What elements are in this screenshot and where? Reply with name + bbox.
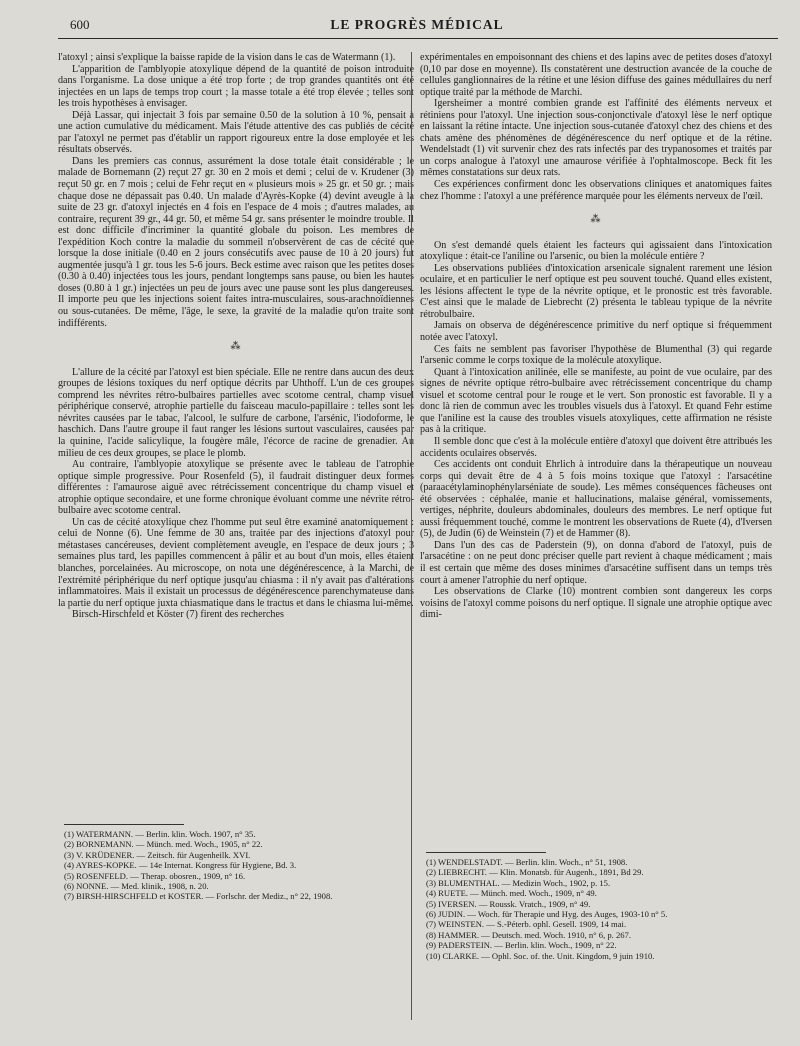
footnote-rule (64, 824, 184, 825)
paragraph: Au contraire, l'amblyopie atoxylique se présente avec le tableau de l'atrophie optique simple progressive. Pour Rosenfeld (5), il faudrait distinguer deux formes différentes : l'amaurose aiguë avec rétrécissement concentrique du champ visuel et atrophie optique secondaire, et une forme chronique évoluant comme une névrite rétro-bulbaire avec scotome central. (58, 459, 414, 517)
footnote: (7) WEINSTEN. — S.-Péterb. ophl. Gesell. 1909, 14 mai. (426, 919, 627, 930)
footnote-rule (426, 852, 546, 853)
paragraph: Dans les premiers cas connus, assurément la dose totale était considérable ; le malade de Bornemann (2) reçut 27 gr. 30 en 2 mois et demi ; celui de v. Krudener (3) reçut 50 gr. en 7 mois ; celui de Fehr reçut en « plusieurs mois » 25 gr. et 50 gr. ; mais chaque dose ne dépassait pas 0.40. Un malade d'Ayrès-Kopke (4) devint aveugle à la suite de 23 gr. d'atoxyl injectés en 4 fois en l'espace de 4 mois ; d'autres malades, au contraire, reçurent 39 gr., 44 gr. 50, et même 54 gr. sans présenter le moindre trouble. Il est donc difficile d'incriminer la quantité globale du poison. Les membres de l'expédition Koch contre la maladie du sommeil n'observèrent de cas de cécité que lorsque la dose initiale (0.40 en 2 jours consécutifs avec pause de 10 à 20 jours) fut augmentée jusqu'à 1 gr. tous les 5-6 jours. Beck estime avec raison que les petites doses (0.30 à 0.40) injectées tous les jours, pendant longtemps sans pause, ou bien les hautes doses (0.80 à 1 gr.) injectées un peu de jours avec une pause sont les plus dangereuses. Il importe peu que les injections soient faites intra-musculaires, sous-arachnoïdiennes ou sous-cutanées. De même, l'âge, le sexe, la gravité de la maladie qu'on traite sont indifférents. (58, 155, 414, 329)
paragraph: On s'est demandé quels étaient les facteurs qui agissaient dans l'intoxication atoxylique : était-ce l'aniline ou l'arsenic, ou bien la molécule entière ? (420, 239, 772, 263)
footnote: (6) NONNE. — Med. klinik., 1908, n. 20. (64, 881, 209, 892)
footnote: (2) LIEBRECHT. — Klin. Monatsb. für Augenh., 1891, Bd 29. (426, 867, 644, 878)
footnote: (2) BORNEMANN. — Münch. med. Woch., 1905, n° 22. (64, 839, 263, 850)
footnote: (4) RUETE. — Münch. med. Woch., 1909, n° 49. (426, 888, 597, 899)
footnote: (3) V. KRÜDENER. — Zeitsch. für Augenheilk. XVI. (64, 849, 251, 860)
paragraph: Ces faits ne semblent pas favoriser l'hypothèse de Blumenthal (3) qui regarde l'arsenic comme le corps toxique de la molécule atoxylique. (420, 343, 772, 367)
footnotes-left (64, 824, 410, 902)
footnote: (4) AYRES-KOPKE. — 14e Internat. Kongress für Hygiene, Bd. 3. (64, 860, 297, 871)
paragraph: Birsch-Hirschfeld et Köster (7) firent des recherches (72, 609, 284, 621)
page-header (56, 14, 778, 36)
column-divider (411, 52, 412, 1020)
left-column (58, 52, 414, 621)
footnote: (6) JUDIN. — Woch. für Therapie und Hyg. des Auges, 1903-10 n° 5. (426, 909, 668, 920)
footnote: (8) HAMMER. — Deutsch. med. Woch. 1910, n° 6, p. 267. (426, 929, 631, 940)
paragraph: L'allure de la cécité par l'atoxyl est bien spéciale. Elle ne rentre dans aucun des deux groupes de lésions toxiques du nerf optique décrits par Uhthoff. L'un de ces groupes comprend les névrites rétro-bulbaires partielles avec scotome central, champ visuel périphérique conservé, atrophie partielle du faisceau maculo-papillaire : telles sont les névrites causées par le tabac, l'alcool, le sulfure de carbone, l'arsénic, l'iodoforme, le haschich. Dans l'autre groupe il faut ranger les lésions surtout vasculaires, causées par la quinine, l'acide salicylique, la fougère mâle, l'écorce de racine de grenadier. Au milieu de ces deux groupes, se place le plomb. (58, 366, 414, 459)
section-separator: ⁂ (230, 341, 242, 353)
footnote: (5) ROSENFELD. — Therap. obosren., 1909, n° 16. (64, 870, 246, 881)
paragraph: Quant à l'intoxication anilinée, elle se manifeste, au point de vue oculaire, par des signes de névrite optique rétro-bulbaire avec rétrécissement concentrique du champ visuel et scotome central pour le rouge et le vert. Son pronostic est favorable. Il y a donc là rien de commun avec les troubles visuels dus à l'atoxyl. Et quand Fehr estime que l'aniline est la cause des troubles visuels atoxyliques, cette affirmation ne résiste pas à la critique. (420, 366, 772, 436)
paragraph: Ces expériences confirment donc les observations cliniques et anatomiques faites chez l'homme : l'atoxyl a une préférence marquée pour les éléments nerveux de l'œil. (420, 179, 772, 202)
paragraph: Dans l'un des cas de Paderstein (9), on donna d'abord de l'atoxyl, puis de l'arsacétine : on ne peut donc préciser quelle part revient à chaque médicament ; mais il est certain que même des doses minimes d'arsacétine suffisent dans un temps très court à amener l'atrophie du nerf optique. (420, 539, 772, 586)
page-number: 600 (70, 17, 90, 32)
footnote: (7) BIRSH-HIRSCHFELD et KOSTER. — Forlschr. der Mediz., n° 22, 1908. (64, 891, 333, 902)
footnote: (3) BLUMENTHAL. — Medizin Woch., 1902, p. 15. (426, 877, 611, 888)
paragraph: Les observations de Clarke (10) montrent combien sont dangereux les corps voisins de l'atoxyl comme poisons du nerf optique. Il signale une atrophie optique avec dimi- (420, 586, 772, 621)
footnote: (9) PADERSTEIN. — Berlin. klin. Woch., 1909, n° 22. (426, 940, 617, 951)
footnote: (1) WENDELSTADT. — Berlin. klin. Woch., n° 51, 1908. (426, 857, 628, 867)
header-rule (58, 38, 778, 39)
paragraph: L'apparition de l'amblyopie atoxylique dépend de la quantité de poison introduite dans l'organisme. La dose unique a été trop forte ; de trop grandes quantités ont été injectées en un laps de temps trop court ; la masse totale a été trop élevée ; telles sont les trois hypothèses à envisager. (58, 63, 414, 110)
paragraph: Igersheimer a montré combien grande est l'affinité des éléments nerveux et rétiniens pour l'atoxyl. Une injection sous-conjonctivale d'atoxyl lèse le nerf optique en laissant la rétine intacte. Une injection sous-cutanée d'atoxyl chez des chiens et des chats amène des phénomènes de dégénérescence du nerf optique et de la rétine. Wendelstadt (1) vit survenir chez des rats infectés par des trypanosomes et traités par un corps analogue à l'atoxyl une amaurose vérifiée à l'ophtalmoscope. Beck fit les mêmes constatations sur deux rats. (420, 98, 772, 179)
paragraph: Déjà Lassar, qui injectait 3 fois par semaine 0.50 de la solution à 10 %, pensait à une action cumulative du médicament. Mais l'étude attentive des cas publiés de cécité par l'atoxyl ne permet pas d'établir un rapport rigoureux entre la dose employée et les résultats observés. (58, 109, 414, 156)
section-separator: ⁂ (590, 214, 602, 226)
paragraph: l'atoxyl ; ainsi s'explique la baisse rapide de la vision dans le cas de Watermann (1). (58, 52, 396, 63)
paragraph: Les observations publiées d'intoxication arsenicale signalent rarement une lésion oculaire, et en particulier le nerf optique est peu souvent touché. Quand elles existent, les lésions affectent le type de la névrite optique, et le pronostic est très favorable. C'est ainsi que le malade de Liebrecht (2) présenta le tableau typique de la névrite rétrobulbaire. (420, 262, 772, 320)
footnote: (5) IVERSEN. — Roussk. Vratch., 1909, n° 49. (426, 898, 591, 909)
footnotes-right (426, 852, 770, 961)
paragraph: Un cas de cécité atoxylique chez l'homme put seul être examiné anatomiquement : celui de Nonne (6). Une femme de 30 ans, traitée par des injections d'atoxyl pour métastases cancéreuses, devient complètement aveugle, en l'espace de deux jours ; 3 semaines plus tard, les papilles commencent à pâlir et au bout d'un mois, elles étaient blanches, porcelainées. Au microscope, on nota une dégénérescence, à la Marchi, de l'extrémité périphérique du nerf optique jusqu'au chiasma : il n'y avait pas d'altérations inflammatoires. Mais il existait un processus de dégénérescence parenchymateuse dans la partie du nerf optique juxta chiasmatique dans le tractus et dans le chiasma lui-même. (58, 516, 414, 609)
paragraph: Il semble donc que c'est à la molécule entière d'atoxyl que doivent être attribués les accidents oculaires observés. (420, 435, 772, 459)
right-column (420, 52, 772, 621)
footnote: (1) WATERMANN. — Berlin. klin. Woch. 1907, n° 35. (64, 829, 256, 839)
journal-title: LE PROGRÈS MÉDICAL (330, 17, 504, 32)
paragraph: Jamais on observa de dégénérescence primitive du nerf optique si fréquemment notée avec l'atoxyl. (420, 320, 772, 344)
paragraph: expérimentales en empoisonnant des chiens et des lapins avec de petites doses d'atoxyl (0,10 par dose en moyenne). Ils constatèrent une destruction avancée de la couche de cellules ganglionnaires de la rétine et une lésion diffuse des gaines médullaires du nerf optique traité par la méthode de Marchi. (420, 52, 772, 98)
paragraph: Ces accidents ont conduit Ehrlich à introduire dans la thérapeutique un nouveau corps qui devait être de 4 à 5 fois moins toxique que l'atoxyl : l'arsacétine (paraacétylaminophénylarséniate de soude). Les mêmes conséquences fâcheuses ont été observées : céphalée, manie et hallucinations, malaise général, vomissements, vertiges, néphrite, douleurs abdominales, douleurs des membres. Le nerf optique fut aussi fréquemment touché, comme le montrent les observations de Ruete (4), d'Iversen (5), de Judin (6) de Weinstein (7) et de Hammer (8). (420, 459, 772, 540)
footnote: (10) CLARKE. — Ophl. Soc. of. the. Unit. Kingdom, 9 juin 1910. (426, 950, 655, 961)
